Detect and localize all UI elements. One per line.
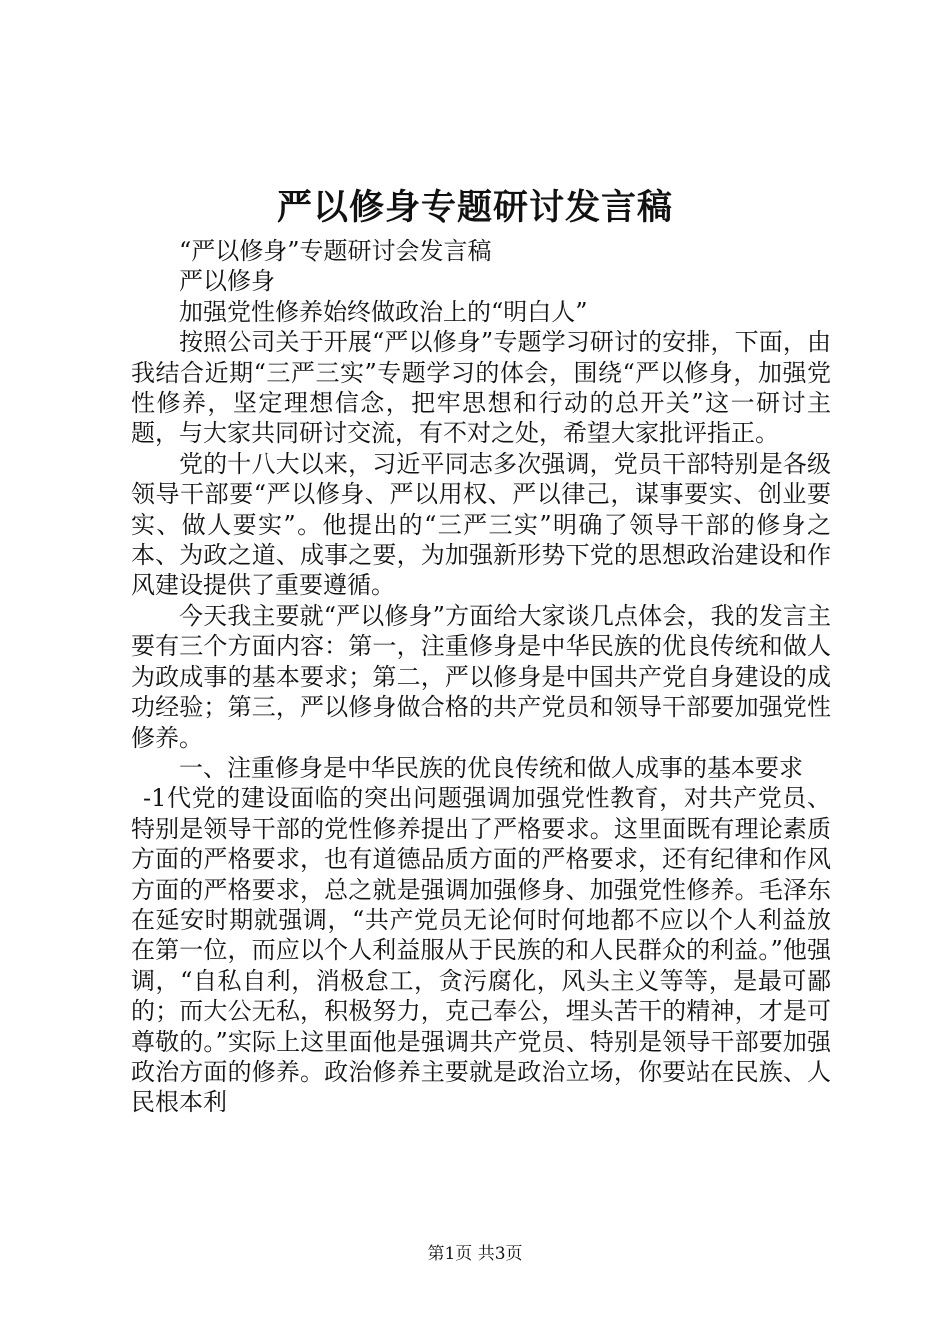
page-number-footer: 第1页 共3页: [427, 1244, 523, 1264]
section-heading-1: 一、注重修身是中华民族的优良传统和做人成事的基本要求: [179, 753, 803, 782]
paragraph-background: 党的十八大以来，习近平同志多次强调，党员干部特别是各级领导干部要“严以修身、严以用权、严以律己，谋事要实、创业要实、做人要实”。他提出的“三严三实”明确了领导干部的修身之本、为政之道、成事之要，为加强新形势下党的思想政治建设和作风建设提供了重要遵循。: [131, 449, 831, 600]
paragraph-heading: 严以修身: [179, 267, 275, 296]
paragraph-outline: 今天我主要就“严以修身”方面给大家谈几点体会，我的发言主要有三个方面内容：第一，注重修身是中华民族的优良传统和做人为政成事的基本要求；第二，严以修身是中国共产党自身建设的成功经验；第三，严以修身做合格的共产党员和领导干部要加强党性修养。: [131, 601, 831, 752]
paragraph-body: -1代党的建设面临的突出问题强调加强党性教育，对共产党员、特别是领导干部的党性修养提出了严格要求。这里面既有理论素质方面的严格要求，也有道德品质方面的严格要求，还有纪律和作风方面的严格要求，总之就是强调加强修身、加强党性修养。毛泽东在延安时期就强调，“共产党员无论何时何地都不应以个人利益放在第一位，而应以个人利益服从于民族的和人民群众的利益。”他强调，“自私自利，消极怠工，贪污腐化，风头主义等等，是最可鄙的；而大公无私，积极努力，克己奉公，埋头苦干的精神，才是可尊敬的。”实际上这里面他是强调共产党员、特别是领导干部要加强政治方面的修养。政治修养主要就是政治立场，你要站在民族、人民根本利: [131, 784, 831, 1117]
page-title: 严以修身专题研讨发言稿: [276, 187, 673, 228]
paragraph-subtitle: “严以修身”专题研讨会发言稿: [179, 237, 492, 265]
paragraph-theme: 加强党性修养始终做政治上的“明白人”: [179, 297, 588, 326]
document-body: [131, 236, 831, 1118]
paragraph-intro: 按照公司关于开展“严以修身”专题学习研讨的安排，下面，由我结合近期“三严三实”专题学习的体会，围绕“严以修身，加强党性修养，坚定理想信念，把牢思想和行动的总开关”这一研讨主题，与大家共同研讨交流，有不对之处，希望大家批评指正。: [131, 328, 831, 448]
